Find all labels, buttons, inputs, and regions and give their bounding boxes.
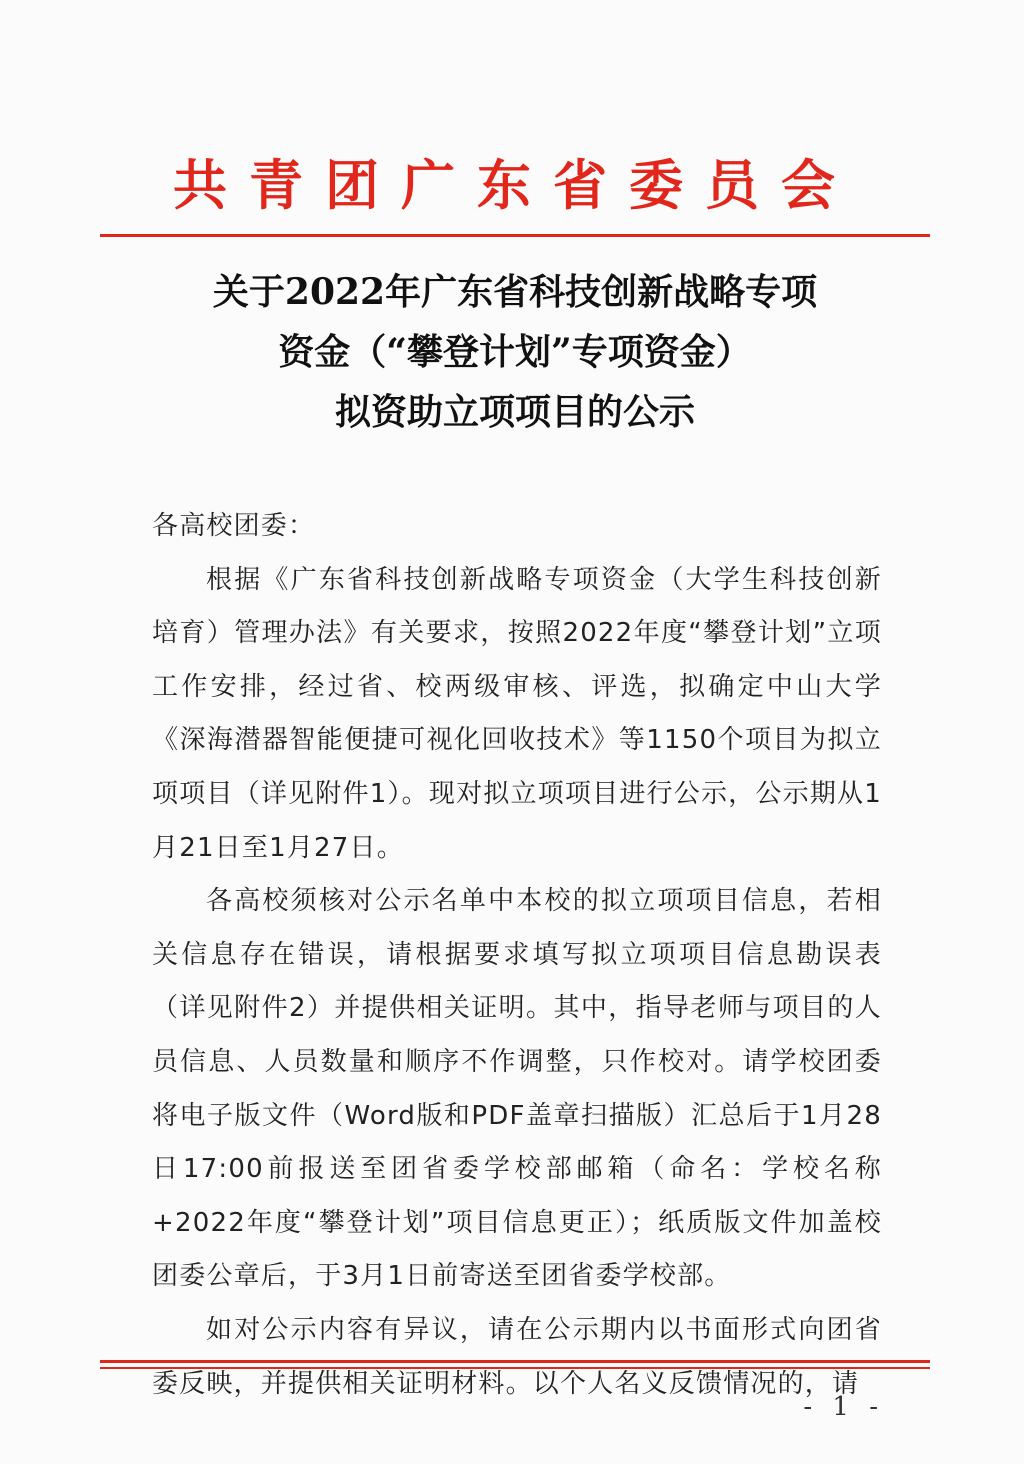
title-line-1: 关于2022年广东省科技创新战略专项: [212, 271, 818, 313]
body-paragraph-1: 根据《广东省科技创新战略专项资金（大学生科技创新培育）管理办法》有关要求，按照2022年度“攀登计划”立项工作安排，经过省、校两级审核、评选，拟确定中山大学《深海潜器智能便捷可视化回收技术》等1150个项目为拟立项项目（详见附件1）。现对拟立项项目进行公示，公示期从1月21日至1月27日。: [152, 564, 882, 863]
body-paragraph-3: 如对公示内容有异议，请在公示期内以书面形式向团省委反映，并提供相关证明材料。以个人名义反馈情况的，请: [152, 1314, 882, 1399]
salutation: 各高校团委：: [152, 511, 316, 541]
page-number: - 1 -: [803, 1392, 884, 1422]
document-title: [100, 262, 930, 442]
issuing-organization-header: 共青团广东省委员会: [173, 153, 857, 217]
footer-red-rule-bottom: [100, 1367, 930, 1369]
document-body: [152, 500, 882, 1411]
body-paragraph-2: 各高校须核对公示名单中本校的拟立项项目信息，若相关信息存在错误，请根据要求填写拟立项项目信息勘误表（详见附件2）并提供相关证明。其中，指导老师与项目的人员信息、人员数量和顺序不作调整，只作校对。请学校团委将电子版文件（Word版和PDF盖章扫描版）汇总后于1月28日17:00前报送至团省委学校部邮箱（命名：学校名称+2022年度“攀登计划”项目信息更正）；纸质版文件加盖校团委公章后，于3月1日前寄送至团省委学校部。: [152, 886, 882, 1292]
header-red-rule: [100, 234, 930, 237]
title-line-2: 资金（“攀登计划”专项资金）: [278, 331, 752, 373]
title-line-3: 拟资助立项项目的公示: [334, 391, 695, 433]
footer-red-rule-top: [100, 1360, 930, 1363]
